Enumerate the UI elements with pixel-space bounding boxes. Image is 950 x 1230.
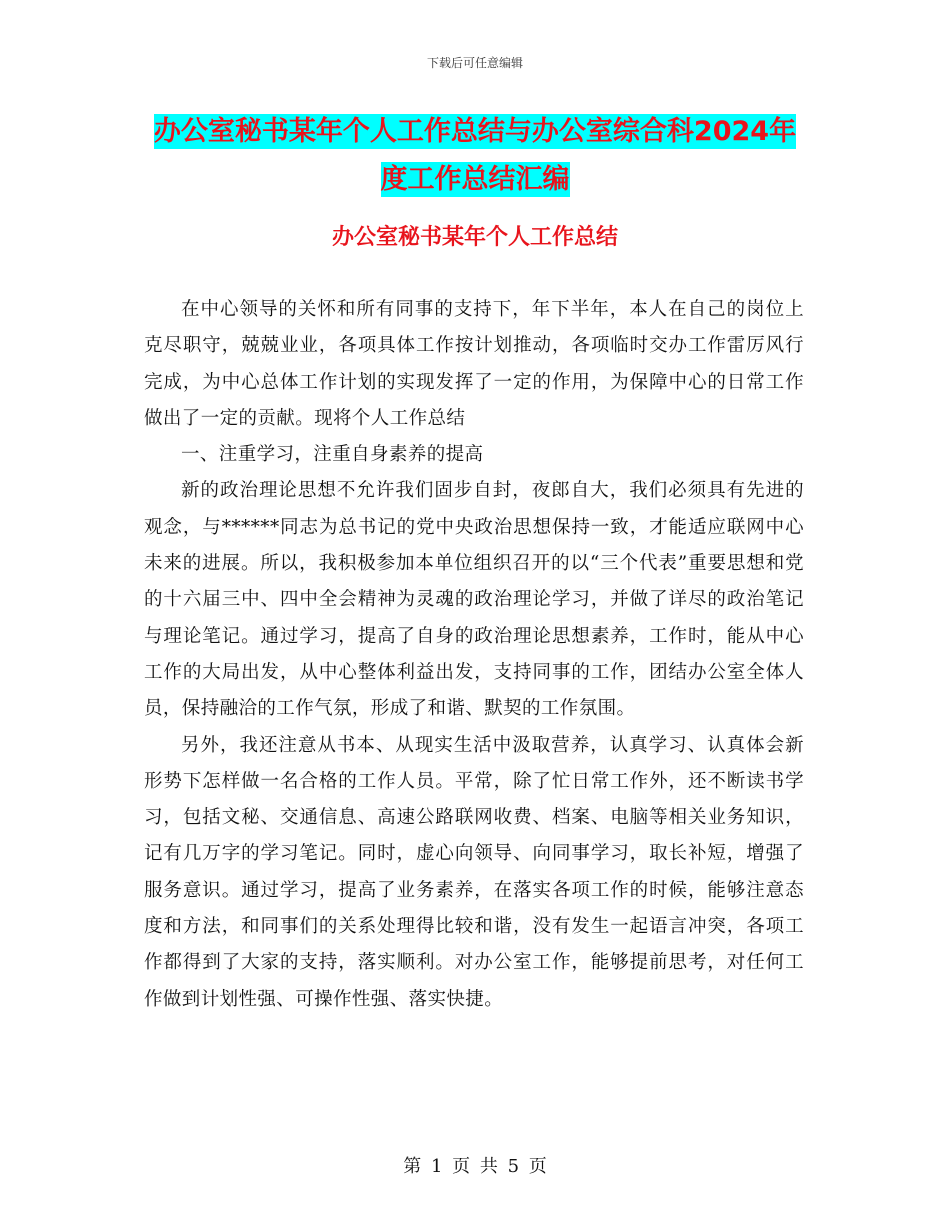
document-title-line1: 办公室秘书某年个人工作总结与办公室综合科2024年: [153, 116, 797, 147]
document-title: [0, 108, 950, 204]
paragraph-political-study: 新的政治理论思想不允许我们固步自封，夜郎自大，我们必须具有先进的观念，与******同志为总书记的党中央政治思想保持一致，才能适应联网中心未来的进展。所以，我积极参加本单位组织召开的以“三个代表”重要思想和党的十六届三中、四中全会精神为灵魂的政治理论学习，并做了详尽的政治笔记与理论笔记。通过学习，提高了自身的政治理论思想素养，工作时，能从中心工作的大局出发，从中心整体利益出发，支持同事的工作，团结办公室全体人员，保持融洽的工作气氛，形成了和谐、默契的工作氛围。: [144, 480, 804, 720]
document-body: [144, 292, 804, 1018]
paragraph-intro: 在中心领导的关怀和所有同事的支持下，年下半年，本人在自己的岗位上克尽职守，兢兢业业，各项具体工作按计划推动，各项临时交办工作雷厉风行完成，为中心总体工作计划的实现发挥了一定的作用，为保障中心的日常工作做出了一定的贡献。现将个人工作总结: [144, 299, 804, 429]
document-title-line2: 度工作总结汇编: [380, 164, 570, 195]
header-note: 下载后可任意编辑: [426, 56, 523, 70]
paragraph-business-study: 另外，我还注意从书本、从现实生活中汲取营养，认真学习、认真体会新形势下怎样做一名合格的工作人员。平常，除了忙日常工作外，还不断读书学习，包括文秘、交通信息、高速公路联网收费、档案、电脑等相关业务知识，记有几万字的学习笔记。同时，虚心向领导、向同事学习，取长补短，增强了服务意识。通过学习，提高了业务素养，在落实各项工作的时候，能够注意态度和方法，和同事们的关系处理得比较和谐，没有发生一起语言冲突，各项工作都得到了大家的支持，落实顺利。对办公室工作，能够提前思考，对任何工作做到计划性强、可操作性强、落实快捷。: [144, 734, 804, 1010]
paragraph-heading-1: 一、注重学习，注重自身素养的提高: [181, 444, 484, 466]
page-number-footer: 第 1 页 共 5 页: [403, 1156, 547, 1177]
section-title: 办公室秘书某年个人工作总结: [331, 225, 618, 250]
